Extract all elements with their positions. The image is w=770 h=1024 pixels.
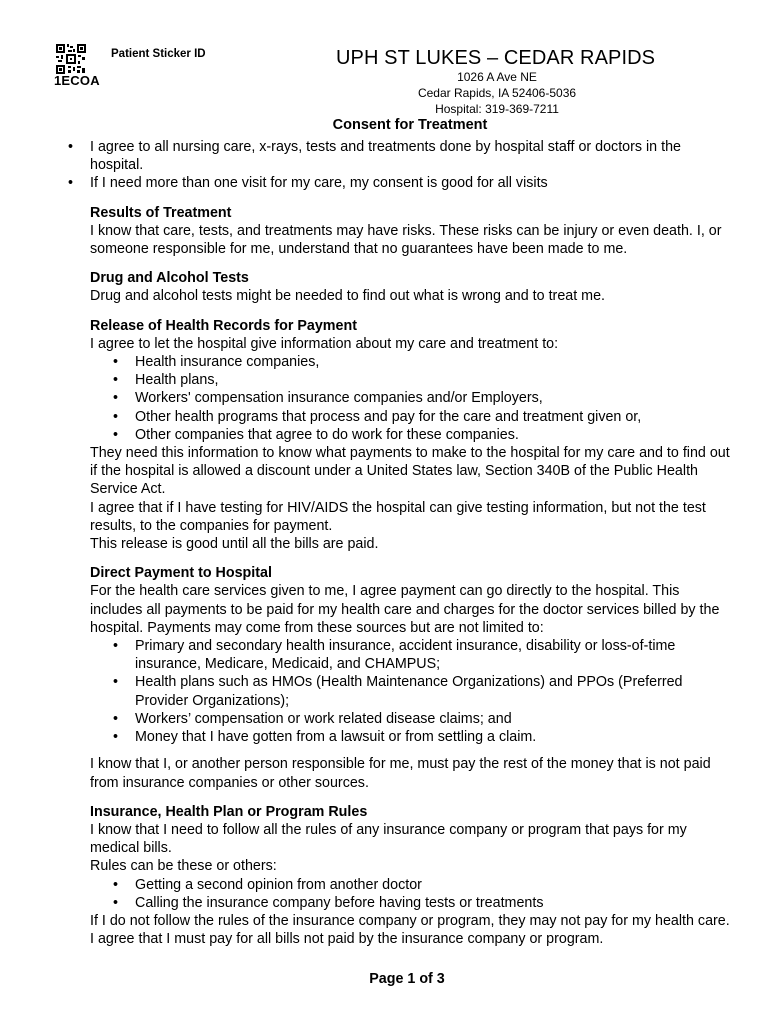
list-item: • If I need more than one visit for my care, my consent is good for all visits — [68, 174, 726, 192]
section-heading-release: Release of Health Records for Payment — [90, 317, 357, 334]
list-item: • Other health programs that process and pay for the care and treatment given or, — [90, 408, 730, 426]
section-heading-rules: Insurance, Health Plan or Program Rules — [90, 803, 368, 820]
section-heading-results: Results of Treatment — [90, 204, 232, 221]
rules-list — [90, 876, 730, 912]
results-text: I know that care, tests, and treatments may have risks. These risks can be injury or even death. I, or someone responsible for me, understand that no guarantees have been made to me. — [90, 222, 722, 258]
release-intro: I agree to let the hospital give information about my care and treatment to: — [90, 335, 559, 352]
list-item: • Health plans, — [90, 371, 730, 389]
list-item: • Workers' compensation insurance companies and/or Employers, — [90, 389, 730, 407]
list-item: • Getting a second opinion from another doctor — [90, 876, 730, 894]
logo-text: 1ECOA — [54, 73, 100, 88]
release-list — [90, 353, 730, 444]
list-item: • Calling the insurance company before having tests or treatments — [90, 894, 730, 912]
patient-sticker-label: Patient Sticker ID — [111, 48, 206, 60]
rules-intro-2: Rules can be these or others: — [90, 858, 277, 875]
section-heading-drug: Drug and Alcohol Tests — [90, 270, 249, 287]
payment-sources-list — [90, 637, 730, 746]
section-heading-direct-payment: Direct Payment to Hospital — [90, 565, 272, 582]
release-para-1: They need this information to know what payments to make to the hospital for my care and to find out if the hospital is allowed a discount under a United States law, Section 340B of the Public Health Service Act. — [90, 445, 730, 498]
consent-list — [90, 138, 730, 193]
direct-intro: For the health care services given to me, I agree payment can go directly to the hospital. This includes all payments to be paid for my health care and charges for the doctor services billed by the hospital. Payments may come from these sources but are not limited to: — [90, 583, 720, 636]
release-para-2: I agree that if I have testing for HIV/AIDS the hospital can give testing information, but not the test results, to the companies for payment. — [90, 499, 706, 534]
release-para-3: This release is good until all the bills are paid. — [90, 536, 379, 553]
direct-closing: I know that I, or another person responsible for me, must pay the rest of the money that is not paid from insurance companies or other sources. — [90, 756, 711, 791]
form-body — [90, 138, 730, 948]
hospital-phone: Hospital: 319-369-7211 — [435, 102, 559, 116]
qr-code-icon — [56, 44, 86, 74]
address-line-1: 1026 A Ave NE — [457, 70, 537, 84]
rules-closing: If I do not follow the rules of the insurance company or program, they may not pay for my health care. I agree that I must pay for all bills not paid by the insurance company or program. — [90, 912, 730, 948]
list-item: • Health plans such as HMOs (Health Maintenance Organizations) and PPOs (Preferred Provider Organizations); — [90, 673, 730, 709]
rules-intro: I know that I need to follow all the rules of any insurance company or program that pays for my medical bills. — [90, 821, 687, 857]
list-item: • Primary and secondary health insurance, accident insurance, disability or loss-of-time insurance, Medicare, Medicaid, and CHAMPUS; — [90, 637, 730, 673]
form-title: Consent for Treatment — [332, 117, 488, 133]
list-item: • Other companies that agree to do work for these companies. — [90, 426, 730, 444]
drug-text: Drug and alcohol tests might be needed to find out what is wrong and to treat me. — [90, 288, 605, 305]
address-line-2: Cedar Rapids, IA 52406-5036 — [417, 86, 577, 100]
list-item: • I agree to all nursing care, x-rays, tests and treatments done by hospital staff or doctors in the hospital. — [68, 138, 726, 174]
list-item: • Health insurance companies, — [90, 353, 730, 371]
org-logo — [54, 44, 104, 88]
list-item: • Workers’ compensation or work related disease claims; and — [90, 710, 730, 728]
list-item: • Money that I have gotten from a lawsuit or from settling a claim. — [90, 728, 730, 746]
hospital-name: UPH ST LUKES – CEDAR RAPIDS — [336, 47, 656, 69]
page-number: Page 1 of 3 — [369, 971, 445, 987]
